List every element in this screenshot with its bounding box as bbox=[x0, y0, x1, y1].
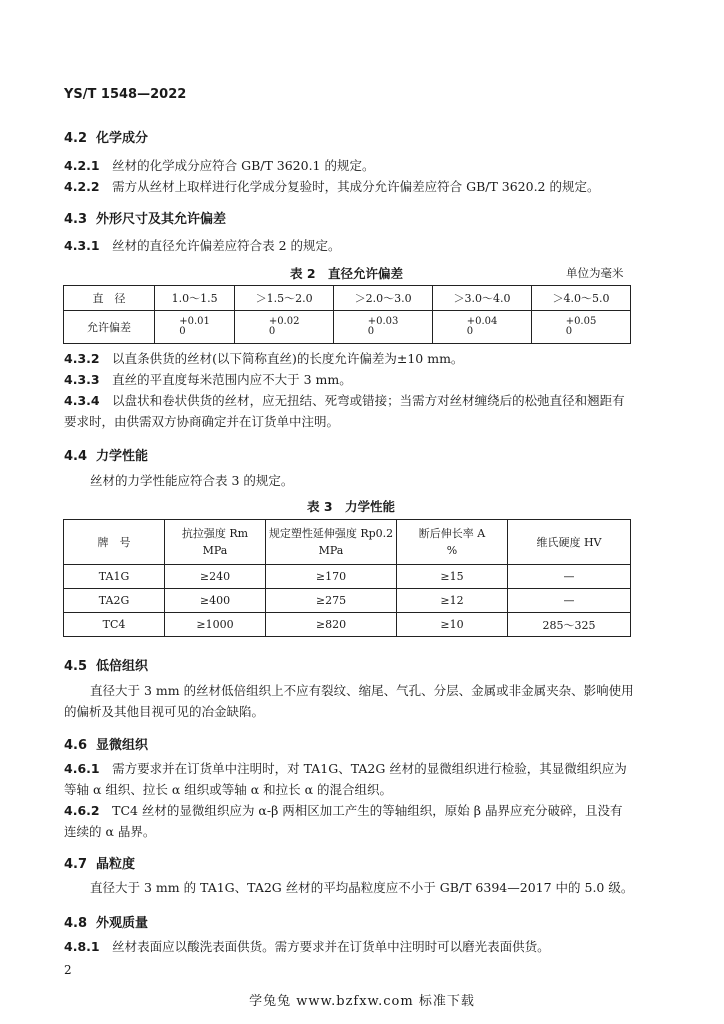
clause-text: 需方要求并在订货单中注明时，对 TA1G、TA2G 丝材的显微组织进行检验，其显微组织应为等轴 α 组织、拉长 α 组织或等轴 α 和拉长 α 的混合组织。 bbox=[64, 761, 627, 797]
header-elongation: 断后伸长率 A % bbox=[397, 520, 508, 565]
table-2-diameter-tolerance bbox=[63, 285, 631, 344]
table-row bbox=[64, 589, 631, 613]
yield-cell: ≥170 bbox=[266, 565, 397, 589]
tolerance-upper: +0.02 bbox=[268, 316, 300, 327]
table-row bbox=[64, 311, 631, 344]
clause-text: 直丝的平直度每米范围内应不大于 3 mm。 bbox=[112, 372, 352, 387]
clause-number: 4.3.2 bbox=[64, 351, 100, 366]
elongation-cell: ≥10 bbox=[397, 613, 508, 637]
diameter-cell: 1.0～1.5 bbox=[155, 286, 235, 311]
clause-number: 4.2.2 bbox=[64, 179, 100, 194]
watermark-footer: 学兔兔 www.bzfxw.com 标准下载 bbox=[249, 994, 475, 1009]
section-number: 4.8 bbox=[64, 916, 88, 931]
clause-4-3-4 bbox=[64, 390, 634, 432]
section-4-5-heading bbox=[64, 655, 148, 674]
header-hardness: 维氏硬度 HV bbox=[508, 520, 631, 565]
header-grade: 牌 号 bbox=[64, 520, 165, 565]
page-number: 2 bbox=[64, 963, 72, 977]
section-number: 4.5 bbox=[64, 659, 88, 674]
table-3-mechanical-properties bbox=[63, 519, 631, 637]
section-number: 4.3 bbox=[64, 212, 88, 227]
row-label: 直 径 bbox=[64, 286, 155, 311]
clause-text: TC4 丝材的显微组织应为 α-β 两相区加工产生的等轴组织，原始 β 晶界应充分破碎，且没有连续的 α 晶界。 bbox=[64, 803, 623, 839]
tolerance-lower: 0 bbox=[466, 326, 474, 337]
tolerance-upper: +0.01 bbox=[179, 316, 210, 327]
elongation-cell: ≥15 bbox=[397, 565, 508, 589]
tolerance-lower: 0 bbox=[565, 326, 573, 337]
tolerance-upper: +0.03 bbox=[367, 316, 399, 327]
tolerance-upper: +0.04 bbox=[466, 316, 498, 327]
clause-text: 以盘状和卷状供货的丝材，应无扭结、死弯或错接；当需方对丝材缠绕后的松弛直径和翘距有要求时，由供需双方协商确定并在订货单中注明。 bbox=[64, 393, 625, 429]
clause-text: 丝材表面应以酸洗表面供货。需方要求并在订货单中注明时可以磨光表面供货。 bbox=[112, 939, 550, 954]
paragraph-4-7: 直径大于 3 mm 的 TA1G、TA2G 丝材的平均晶粒度应不小于 GB/T 6394—2017 中的 5.0 级。 bbox=[90, 880, 634, 895]
clause-text: 丝材的直径允许偏差应符合表 2 的规定。 bbox=[112, 238, 341, 253]
section-number: 4.7 bbox=[64, 857, 88, 872]
section-4-7-heading bbox=[64, 853, 135, 872]
clause-number: 4.3.1 bbox=[64, 238, 100, 253]
header-yield: 规定塑性延伸强度 Rp0.2 MPa bbox=[266, 520, 397, 565]
section-number: 4.2 bbox=[64, 131, 88, 146]
tolerance-lower: 0 bbox=[268, 326, 276, 337]
clause-text: 需方从丝材上取样进行化学成分复验时，其成分允许偏差应符合 GB/T 3620.2 的规定。 bbox=[112, 179, 600, 194]
tensile-cell: ≥400 bbox=[165, 589, 266, 613]
clause-4-6-2 bbox=[64, 800, 634, 842]
clause-text: 以直条供货的丝材(以下简称直丝)的长度允许偏差为±10 mm。 bbox=[112, 351, 464, 366]
section-number: 4.4 bbox=[64, 449, 88, 464]
clause-number: 4.6.1 bbox=[64, 761, 100, 776]
table-header-row bbox=[64, 520, 631, 565]
clause-4-6-1 bbox=[64, 758, 634, 800]
clause-4-2-2 bbox=[64, 176, 600, 197]
diameter-cell: ＞1.5～2.0 bbox=[235, 286, 334, 311]
section-number: 4.6 bbox=[64, 738, 88, 753]
header-tensile: 抗拉强度 Rm MPa bbox=[165, 520, 266, 565]
diameter-cell: ＞4.0～5.0 bbox=[532, 286, 631, 311]
section-title: 力学性能 bbox=[96, 449, 149, 464]
table-2-unit: 单位为毫米 bbox=[566, 266, 624, 280]
grade-cell: TA1G bbox=[64, 565, 165, 589]
tolerance-lower: 0 bbox=[367, 326, 375, 337]
section-title: 显微组织 bbox=[96, 738, 149, 753]
section-4-4-heading bbox=[64, 445, 148, 464]
clause-text: 丝材的化学成分应符合 GB/T 3620.1 的规定。 bbox=[112, 158, 375, 173]
tolerance-upper: +0.05 bbox=[565, 316, 597, 327]
tolerance-lower: 0 bbox=[179, 326, 186, 337]
paragraph-4-4: 丝材的力学性能应符合表 3 的规定。 bbox=[90, 473, 294, 488]
section-title: 晶粒度 bbox=[96, 857, 136, 872]
table-row bbox=[64, 286, 631, 311]
clause-number: 4.3.4 bbox=[64, 393, 100, 408]
tensile-cell: ≥1000 bbox=[165, 613, 266, 637]
tolerance-cell bbox=[235, 311, 334, 344]
clause-number: 4.6.2 bbox=[64, 803, 100, 818]
standard-number: YS/T 1548—2022 bbox=[64, 87, 187, 102]
clause-4-3-1 bbox=[64, 235, 341, 256]
table-row bbox=[64, 613, 631, 637]
clause-4-2-1 bbox=[64, 155, 375, 176]
hardness-cell: — bbox=[508, 565, 631, 589]
grade-cell: TC4 bbox=[64, 613, 165, 637]
elongation-cell: ≥12 bbox=[397, 589, 508, 613]
clause-number: 4.2.1 bbox=[64, 158, 100, 173]
diameter-cell: ＞3.0～4.0 bbox=[433, 286, 532, 311]
paragraph-4-5: 直径大于 3 mm 的丝材低倍组织上不应有裂纹、缩尾、气孔、分层、金属或非金属夹杂、影响使用的偏析及其他目视可见的冶金缺陷。 bbox=[64, 683, 634, 719]
section-4-6-heading bbox=[64, 734, 148, 753]
section-4-3-heading bbox=[64, 208, 226, 227]
clause-4-3-2 bbox=[64, 348, 463, 369]
section-title: 外观质量 bbox=[96, 916, 149, 931]
tolerance-cell bbox=[155, 311, 235, 344]
yield-cell: ≥275 bbox=[266, 589, 397, 613]
yield-cell: ≥820 bbox=[266, 613, 397, 637]
hardness-cell: — bbox=[508, 589, 631, 613]
row-label: 允许偏差 bbox=[64, 311, 155, 344]
clause-4-8-1 bbox=[64, 936, 550, 957]
tolerance-cell bbox=[532, 311, 631, 344]
table-row bbox=[64, 565, 631, 589]
tolerance-cell bbox=[433, 311, 532, 344]
hardness-cell: 285～325 bbox=[508, 613, 631, 637]
diameter-cell: ＞2.0～3.0 bbox=[334, 286, 433, 311]
section-title: 低倍组织 bbox=[96, 659, 149, 674]
section-title: 化学成分 bbox=[96, 131, 149, 146]
clause-number: 4.8.1 bbox=[64, 939, 100, 954]
grade-cell: TA2G bbox=[64, 589, 165, 613]
tensile-cell: ≥240 bbox=[165, 565, 266, 589]
table-3-caption: 表 3 力学性能 bbox=[307, 499, 396, 514]
tolerance-cell bbox=[334, 311, 433, 344]
clause-number: 4.3.3 bbox=[64, 372, 100, 387]
section-4-8-heading bbox=[64, 912, 148, 931]
section-4-2-heading bbox=[64, 127, 148, 146]
section-title: 外形尺寸及其允许偏差 bbox=[96, 212, 227, 227]
table-2-caption: 表 2 直径允许偏差 bbox=[290, 266, 404, 281]
clause-4-3-3 bbox=[64, 369, 352, 390]
